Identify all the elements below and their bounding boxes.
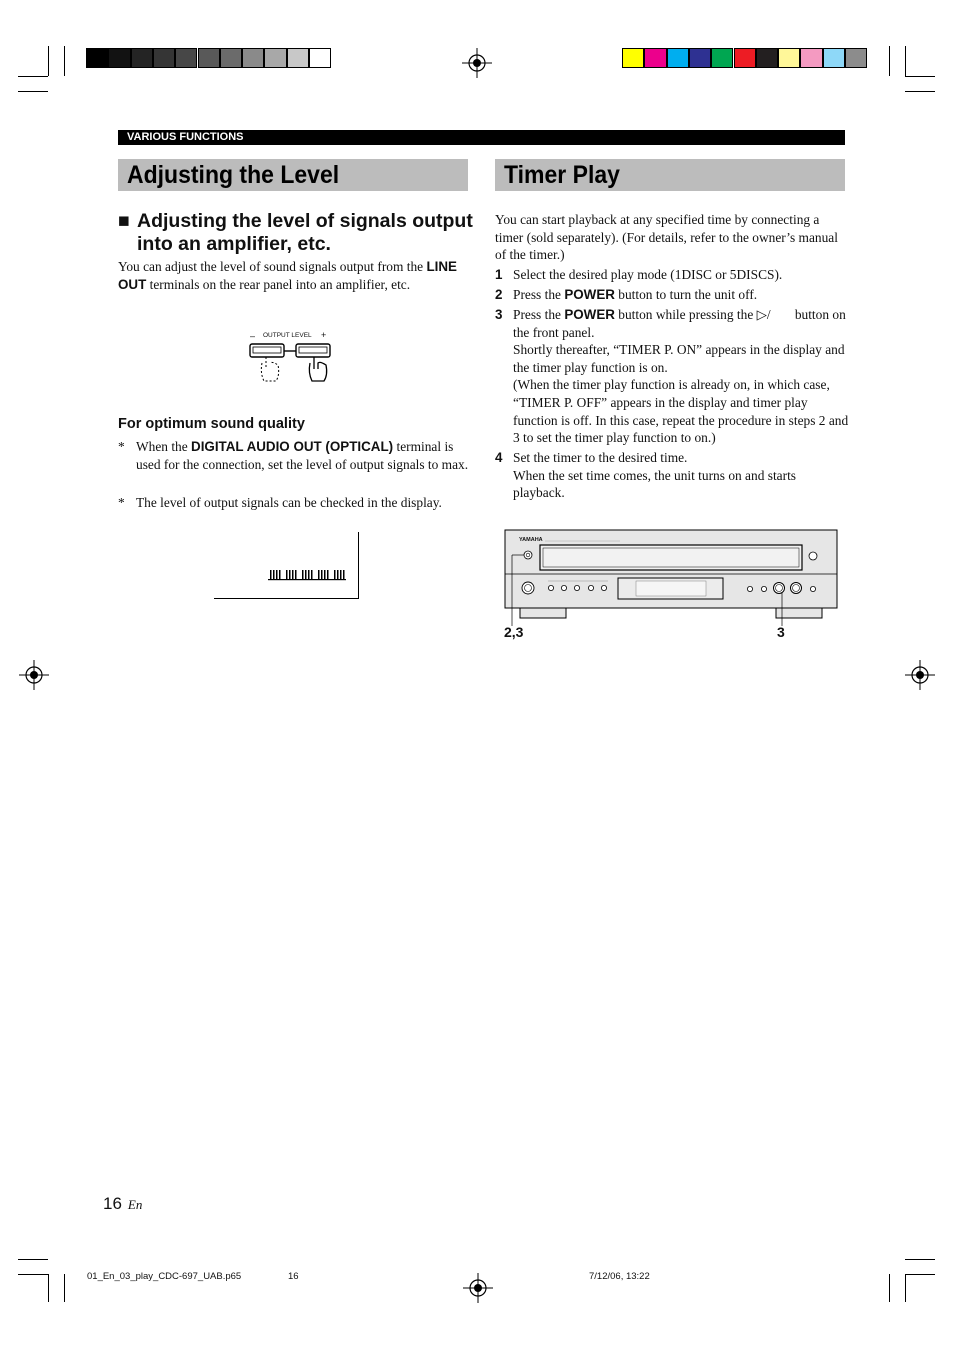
registration-mark-icon <box>462 48 492 78</box>
callout-2-3: 2,3 <box>504 624 524 640</box>
process-swatch <box>644 48 666 68</box>
page-lang: En <box>127 1197 143 1212</box>
quality-heading: For optimum sound quality <box>118 416 305 432</box>
output-level-figure <box>240 329 350 391</box>
note-1-marker: * <box>118 439 125 454</box>
square-bullet-icon: ■ <box>118 210 130 232</box>
grayscale-swatch <box>242 48 264 68</box>
subheading <box>118 210 473 256</box>
callout-3: 3 <box>777 624 785 640</box>
process-swatch <box>622 48 644 68</box>
step-3 <box>495 306 850 447</box>
level-display-figure <box>214 532 360 599</box>
right-intro: You can start playback at any specified time by connecting a timer (sold separately). (For details, refer to the owner’s manual of the timer.) <box>495 212 838 263</box>
process-swatch <box>778 48 800 68</box>
process-swatch <box>689 48 711 68</box>
grayscale-swatch <box>309 48 331 68</box>
step-1-text: Select the desired play mode (1DISC or 5DISCS). <box>513 267 783 282</box>
step-2-text: Press the <box>513 287 565 302</box>
step-4-text: Set the timer to the desired time. <box>513 450 688 465</box>
process-swatch <box>756 48 778 68</box>
grayscale-swatch <box>220 48 242 68</box>
step-2 <box>495 286 850 304</box>
process-swatch <box>667 48 689 68</box>
process-swatch <box>734 48 756 68</box>
step-1-number: 1 <box>495 267 503 282</box>
digital-audio-out-label: DIGITAL AUDIO OUT (OPTICAL) <box>191 439 394 454</box>
step-4 <box>495 449 850 502</box>
front-panel-figure <box>500 528 842 643</box>
step-4-number: 4 <box>495 450 503 465</box>
note-2-marker: * <box>118 495 125 510</box>
output-level-plus: + <box>321 330 327 340</box>
level-meter-icon <box>268 568 348 582</box>
grayscale-swatch <box>131 48 153 68</box>
yamaha-logo: YAMAHA <box>519 537 543 543</box>
note-2-text: The level of output signals can be checked in the display. <box>136 495 442 510</box>
line-out-label: LINE OUT <box>118 259 457 292</box>
step-4-detail: When the set time comes, the unit turns on and starts playback. <box>513 467 797 501</box>
left-intro-text-cont: terminals on the rear panel into an amplifier, etc. <box>146 276 411 292</box>
slug-filename: 01_En_03_play_CDC-697_UAB.p65 <box>87 1271 242 1282</box>
section-header: VARIOUS FUNCTIONS <box>118 130 845 145</box>
note-1-text-cont: terminal is used for the connection, set the level of output signals to max. <box>136 439 469 472</box>
note-2 <box>118 494 473 512</box>
left-title-box <box>118 159 468 191</box>
registration-mark-icon <box>905 660 935 690</box>
step-3-note: (When the timer play function is already on, in which case, “TIMER P. OFF” appears in the display and timer play function is off. In this case, repeat the procedure in steps 2 and 3 to set the timer play function to on.) <box>513 377 849 446</box>
step-3-text: Press the <box>513 307 565 322</box>
left-intro-text: You can adjust the level of sound signals output from the <box>118 259 427 274</box>
registration-mark-icon <box>19 660 49 690</box>
grayscale-swatch <box>86 48 108 68</box>
cd-changer-front-panel-icon <box>500 528 842 628</box>
note-1-text: When the <box>136 439 192 454</box>
step-2-number: 2 <box>495 287 503 302</box>
page-title-adjusting-level: Adjusting the Level <box>127 161 340 189</box>
page-title-timer-play: Timer Play <box>504 161 620 189</box>
note-1 <box>118 438 473 473</box>
slug-page: 16 <box>288 1271 299 1282</box>
process-swatch <box>845 48 867 68</box>
left-intro <box>118 258 463 293</box>
step-1 <box>495 266 850 284</box>
grayscale-swatch <box>153 48 175 68</box>
power-label: POWER <box>564 307 615 322</box>
step-2-text-cont: button to turn the unit off. <box>614 287 758 302</box>
subheading-text: Adjusting the level of signals output into an amplifier, etc. <box>137 210 473 255</box>
right-title-box <box>495 159 845 191</box>
grayscale-swatch <box>175 48 197 68</box>
process-swatch <box>823 48 845 68</box>
process-swatch <box>800 48 822 68</box>
step-3-number: 3 <box>495 307 503 322</box>
grayscale-swatch <box>287 48 309 68</box>
page-number-block <box>103 1194 142 1214</box>
registration-mark-icon <box>463 1273 493 1303</box>
grayscale-swatch <box>198 48 220 68</box>
page-number: 16 <box>103 1194 122 1213</box>
power-label: POWER <box>564 287 615 302</box>
step-3-detail: Shortly thereafter, “TIMER P. ON” appears in the display and the timer play function is on. <box>513 342 845 375</box>
output-level-label: OUTPUT LEVEL <box>263 332 312 339</box>
grayscale-swatch <box>108 48 130 68</box>
step-3-text-cont: button while pressing the ▷/⃞⃞ button on the front panel. <box>513 307 846 340</box>
slug-date: 7/12/06, 13:22 <box>589 1271 650 1282</box>
process-swatch <box>711 48 733 68</box>
output-level-minus: – <box>250 331 256 341</box>
grayscale-swatch <box>264 48 286 68</box>
output-level-buttons-icon <box>240 341 350 391</box>
